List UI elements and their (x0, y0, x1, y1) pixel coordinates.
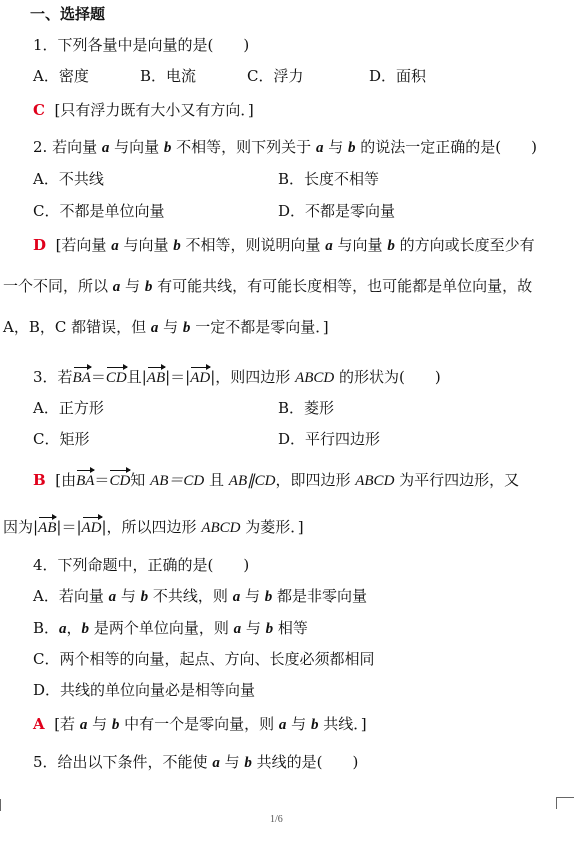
q4-explanation: A [若 a 与 b 中有一个是零向量，则 a 与 b 共线．] (33, 715, 367, 733)
q3-explanation-line2: 因为|AB|＝|AD|，所以四边形 ABCD 为菱形．] (3, 518, 304, 536)
q2-option-c: C．不都是单位向量 (33, 202, 165, 220)
q3-option-d: D．平行四边形 (278, 430, 381, 448)
q1-option-b: B．电流 (140, 67, 197, 85)
vector-ab: AB (146, 370, 166, 386)
q2-explanation-line2: 一个不同，所以 a 与 b 有可能共线，有可能长度相等，也可能都是单位向量，故 (3, 277, 533, 295)
q1-option-d: D．面积 (369, 67, 427, 85)
q4-option-d: D．共线的单位向量必是相等向量 (33, 681, 256, 699)
q3-stem: 3．若BA＝CD且|AB|＝|AD|，则四边形 ABCD 的形状为( ) (33, 368, 441, 386)
q2-option-d: D．不都是零向量 (278, 202, 396, 220)
q2-option-a: A．不共线 (33, 170, 104, 188)
vector-ad: AD (190, 370, 211, 386)
q3-option-c: C．矩形 (33, 430, 90, 448)
vector-ba: BA (72, 370, 91, 386)
q2-answer-letter: D (33, 236, 47, 254)
q2-option-b: B．长度不相等 (278, 170, 380, 188)
q3-answer-letter: B (33, 471, 46, 489)
crop-mark-left (0, 799, 1, 811)
section-title: 一、选择题 (30, 5, 106, 23)
q2-explanation-line3: A，B，C 都错误，但 a 与 b 一定不都是零向量．] (3, 318, 329, 336)
q3-option-b: B．菱形 (278, 399, 335, 417)
q4-option-a: A．若向量 a 与 b 不共线，则 a 与 b 都是非零向量 (33, 587, 368, 605)
q4-answer-letter: A (33, 715, 45, 733)
q1-stem: 1．下列各量中是向量的是( ) (33, 36, 250, 54)
q5-stem: 5．给出以下条件，不能使 a 与 b 共线的是( ) (33, 753, 359, 771)
crop-mark-right-vertical (556, 797, 557, 809)
q1-answer (33, 101, 254, 119)
q4-option-c: C．两个相等的向量，起点、方向、长度必须都相同 (33, 650, 375, 668)
q3-explanation-line1: B [由BA＝CD知 AB＝CD 且 AB∥CD，即四边形 ABCD 为平行四边形，又 (33, 471, 520, 489)
q1-option-c: C．浮力 (247, 67, 304, 85)
q1-answer-letter: C (33, 101, 45, 119)
q4-stem: 4．下列命题中，正确的是( ) (33, 556, 250, 574)
q1-explanation: [只有浮力既有大小又有方向．] (54, 101, 254, 119)
q1-option-a: A．密度 (33, 67, 89, 85)
q3-option-a: A．正方形 (33, 399, 104, 417)
q2-explanation-line1: D [若向量 a 与向量 b 不相等，则说明向量 a 与向量 b 的方向或长度至少有 (33, 236, 535, 254)
page-number: 1/6 (270, 814, 283, 825)
crop-mark-right (556, 797, 574, 798)
q2-stem: 2. 若向量 a 与向量 b 不相等，则下列关于 a 与 b 的说法一定正确的是( ) (33, 138, 537, 156)
q4-option-b: B．a，b 是两个单位向量，则 a 与 b 相等 (33, 619, 308, 637)
vector-cd: CD (105, 370, 127, 386)
